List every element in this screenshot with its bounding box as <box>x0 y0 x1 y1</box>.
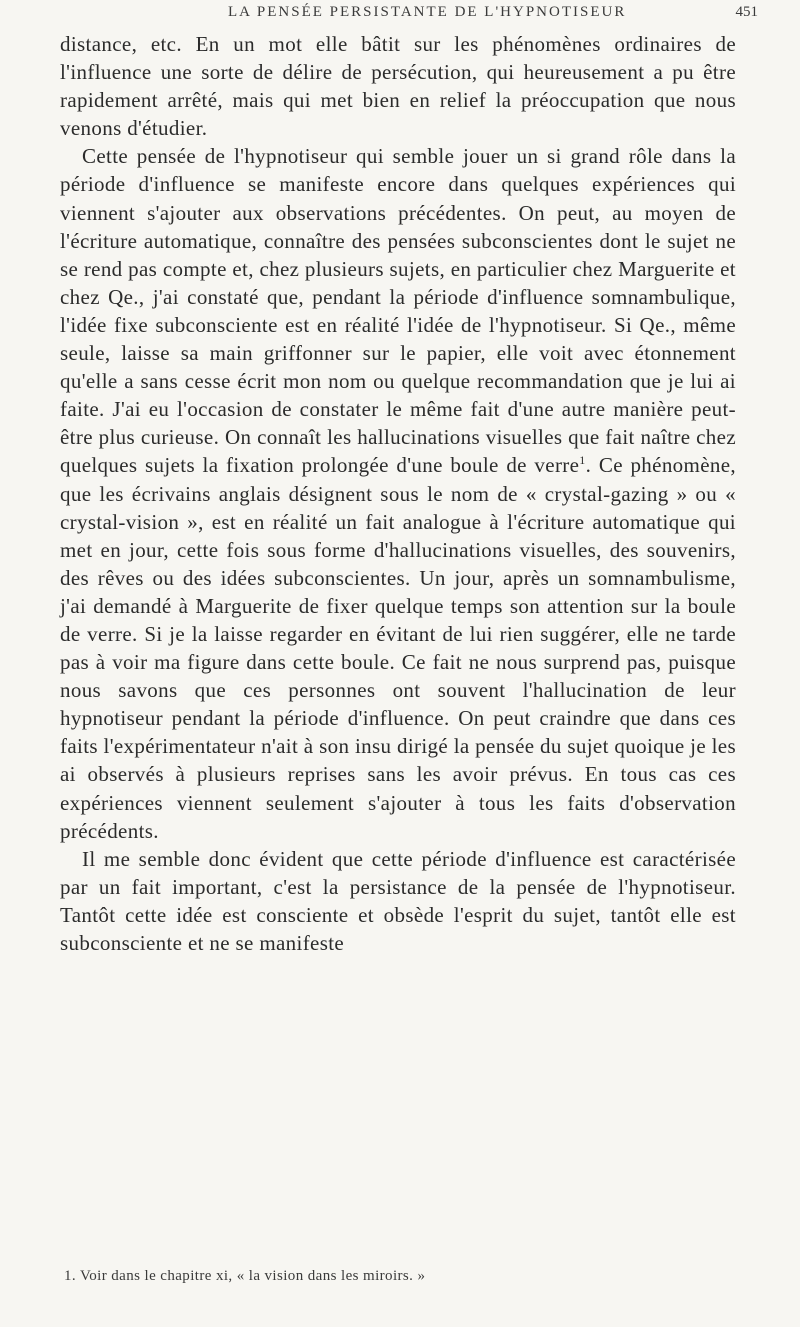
paragraph-1: distance, etc. En un mot elle bâtit sur les phénomènes ordinaires de l'influence une sorte de délire de persécution, qui heureusement a pu être rapidement arrêté, mais qui met bien en relief la préoccupation que nous venons d'étudier. <box>60 32 736 141</box>
page-number: 451 <box>735 4 758 20</box>
footnote <box>64 1268 744 1285</box>
paragraph-2-text-b: . Ce phénomène, que les écrivains anglais désignent sous le nom de « crystal-gazing » ou « crystal-vision », est en réalité un fait analogue à l'écriture automatique qui met en jour, cette fois sous forme d'hallucinations visuelles, des souvenirs, des rêves ou des idées subconscientes. Un jour, après un somnambulisme, j'ai demandé à Marguerite de fixer quelque temps son attention sur la boule de verre. Si je la laisse regarder en évitant de lui rien suggérer, elle ne tarde pas à voir ma figure dans cette boule. Ce fait ne nous surprend pas, puisque nous savons que ces personnes ont souvent l'hallucination de leur hypnotiseur pendant la période d'influence. On peut craindre que dans ces faits l'expérimentateur n'ait à son insu dirigé la pensée du sujet quoique je les ai observés à plusieurs reprises sans les avoir prévus. En tous cas ces expériences viennent seulement s'ajouter à tous les faits d'observation précédents. <box>60 453 736 843</box>
footnote-text: Voir dans le chapitre xi, « la vision dans les miroirs. » <box>79 1268 426 1284</box>
paragraph-2-text-a: Cette pensée de l'hypnotiseur qui semble jouer un si grand rôle dans la période d'influence se manifeste encore dans quelques expériences qui viennent s'ajouter aux observations précédentes. On peut, au moyen de l'écriture automatique, connaître des pensées subconscientes dont le sujet ne se rend pas compte et, chez plusieurs sujets, en particulier chez Marguerite et chez Qe., j'ai constaté que, pendant la période d'influence somnambulique, l'idée fixe subconsciente est en réalité l'idée de l'hypnotiseur. Si Qe., même seule, laisse sa main griffonner sur le papier, elle voit avec étonnement qu'elle a sans cesse écrit mon nom ou quelque recommandation que je lui ai faite. J'ai eu l'occasion de constater le même fait d'une autre manière peut-être plus curieuse. On connaît les hallucinations visuelles que fait naître chez quelques sujets la fixation prolongée d'une boule de verre <box>60 144 736 478</box>
paragraph-2 <box>60 142 736 844</box>
paragraph-3: Il me semble donc évident que cette période d'influence est caractérisée par un fait important, c'est la persistance de la pensée de l'hypnotiseur. Tantôt cette idée est consciente et obsède l'esprit du sujet, tantôt elle est subconsciente et ne se manifeste <box>60 846 736 955</box>
running-title: LA PENSÉE PERSISTANTE DE L'HYPNOTISEUR <box>228 4 627 20</box>
main-text <box>60 30 736 957</box>
footnote-reference[interactable]: 1 <box>579 453 586 468</box>
footnote-number: 1. <box>64 1268 77 1284</box>
